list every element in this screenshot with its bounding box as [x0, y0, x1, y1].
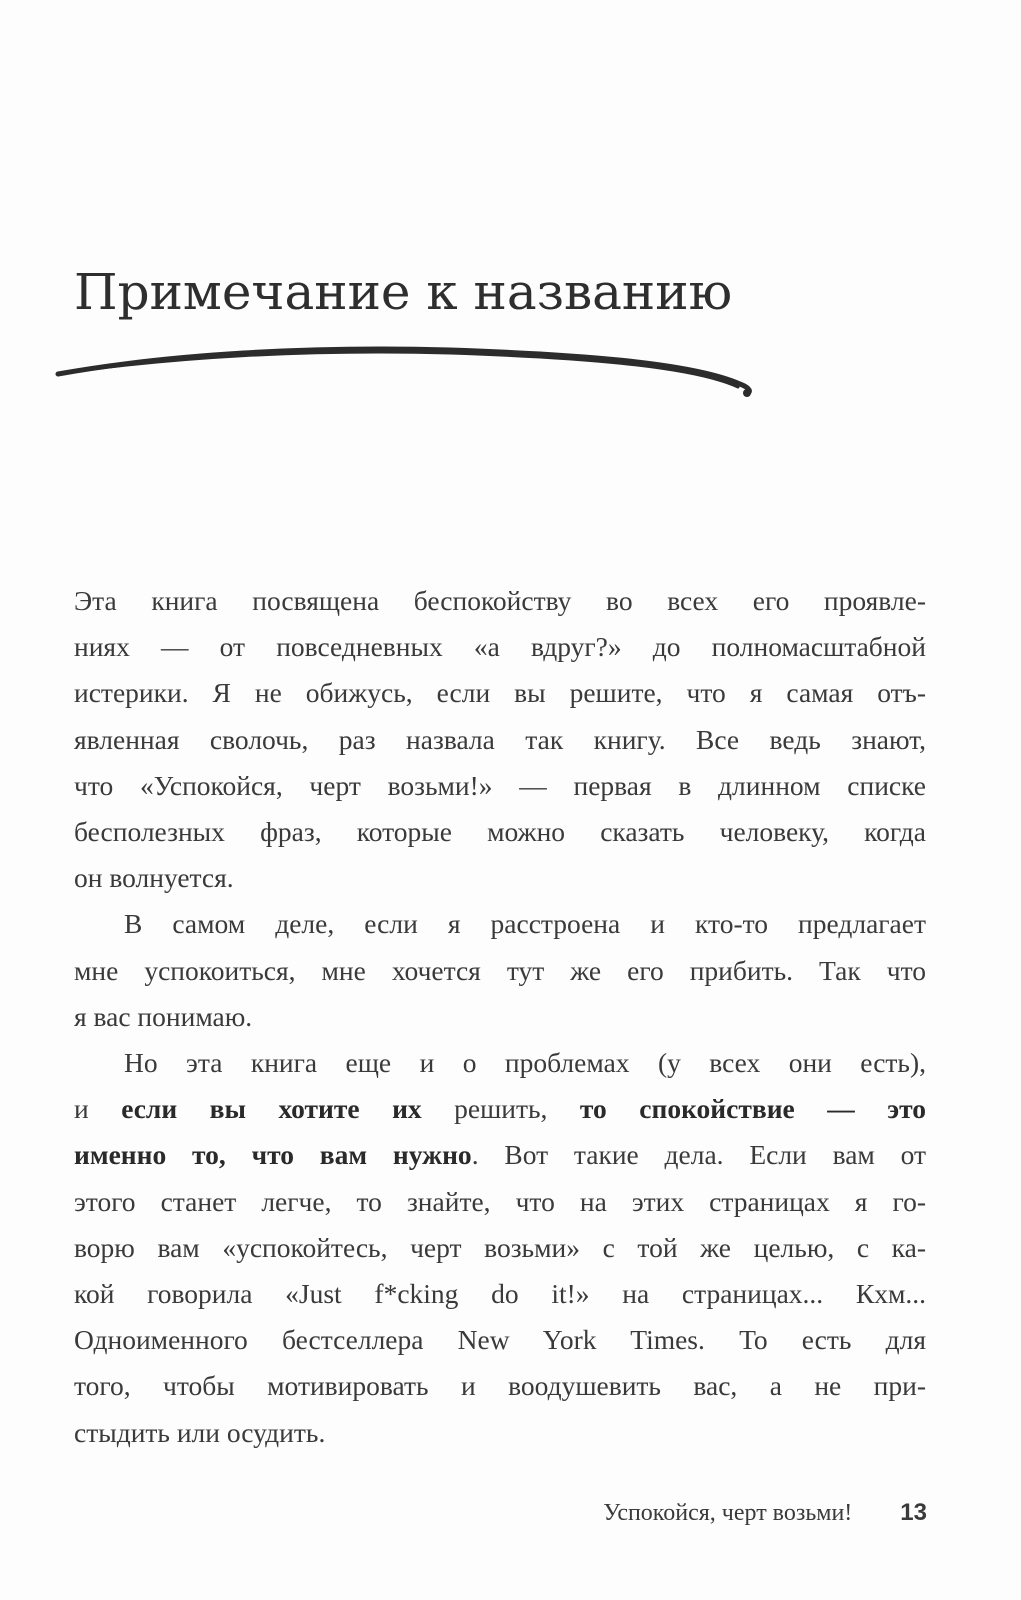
text-line: ниях — от повседневных «а вдруг?» до полномасштабной [74, 631, 926, 663]
chapter-title: Примечание к названию [74, 263, 733, 321]
page-footer [603, 1498, 927, 1528]
text-line: Но эта книга еще и о проблемах (у всех они есть), [124, 1047, 926, 1079]
text-line-mixed [74, 1086, 926, 1132]
text-line: что «Успокойся, черт возьми!» — первая в длинном списке [74, 769, 926, 801]
text-line: мне успокоиться, мне хочется тут же его прибить. Так что [74, 954, 926, 986]
paragraph-3 [74, 1040, 926, 1456]
text-line: бесполезных фраз, которые можно сказать человеку, когда [74, 816, 926, 848]
text-line: Эта книга посвящена беспокойству во всех его проявле- [74, 585, 926, 616]
brush-stroke-divider [50, 332, 770, 412]
body-text [74, 578, 926, 1456]
text-line: того, чтобы мотивировать и воодушевить вас, а не при- [74, 1370, 926, 1402]
text-line: он волнуется. [74, 862, 234, 894]
running-title: Успокойся, черт возьми! [603, 1500, 853, 1526]
paragraph-2 [74, 901, 926, 1040]
emphasis-text: именно то, что вам нужно [74, 1139, 472, 1171]
text-line: я вас понимаю. [74, 1000, 253, 1032]
page-number: 13 [900, 1499, 927, 1526]
emphasis-text: то спокойствие — это [579, 1093, 926, 1125]
text-line-mixed [74, 1132, 926, 1178]
text-run: решить, [421, 1093, 580, 1125]
text-line: явленная сволочь, раз назвала так книгу. Все ведь знают, [74, 723, 926, 755]
text-run: . Вот такие дела. Если вам от [471, 1139, 927, 1171]
text-line: Одноименного бестселлера New York Times. То есть для [74, 1324, 926, 1356]
text-line: кой говорила «Just f*cking do it!» на страницах... Кхм... [74, 1278, 926, 1310]
emphasis-text: если вы хотите их [121, 1093, 422, 1125]
text-run: и [74, 1093, 122, 1125]
text-line: ворю вам «успокойтесь, черт возьми» с той же целью, с ка- [74, 1231, 926, 1263]
text-line: этого станет легче, то знайте, что на этих страницах я го- [74, 1185, 926, 1217]
paragraph-1 [74, 578, 926, 901]
text-line: В самом деле, если я расстроена и кто-то предлагает [124, 908, 926, 940]
text-line: стыдить или осудить. [74, 1416, 326, 1448]
text-line: истерики. Я не обижусь, если вы решите, что я самая отъ- [74, 677, 926, 709]
